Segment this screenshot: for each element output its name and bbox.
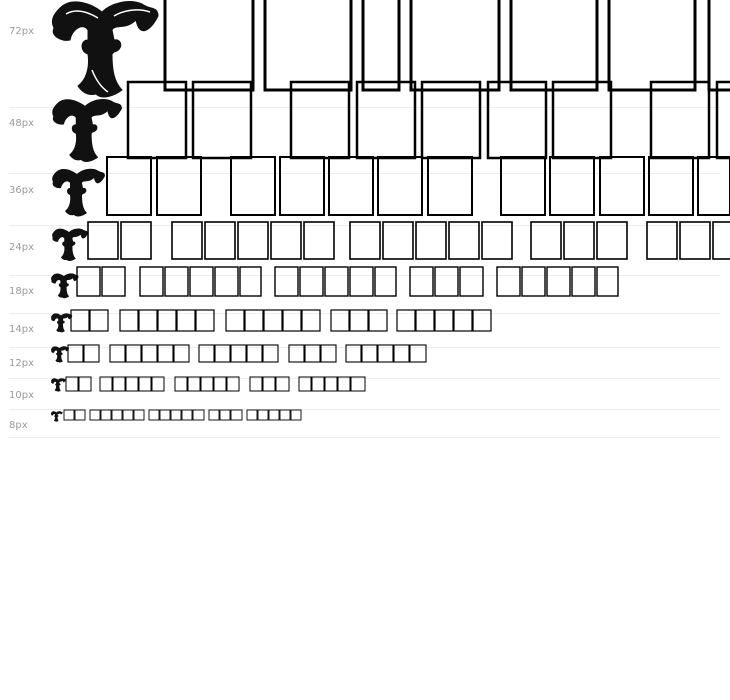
sample-glyphs xyxy=(0,342,730,376)
size-label: 10px xyxy=(9,390,34,401)
size-label: 24px xyxy=(9,242,34,253)
decorative-capital-t xyxy=(51,411,63,421)
specimen-row-18 xyxy=(0,264,730,308)
decorative-capital-t xyxy=(52,99,122,162)
decorative-capital-t xyxy=(51,378,66,391)
decorative-capital-t xyxy=(51,313,72,332)
specimen-row-14 xyxy=(0,310,730,346)
specimen-row-12 xyxy=(0,342,730,376)
decorative-capital-t xyxy=(51,346,69,362)
size-label: 8px xyxy=(9,420,28,431)
size-label: 36px xyxy=(9,185,34,196)
decorative-capital-t xyxy=(51,273,78,298)
sample-glyphs xyxy=(0,374,730,406)
decorative-capital-t xyxy=(52,229,88,261)
size-label: 12px xyxy=(9,358,34,369)
size-label: 18px xyxy=(9,286,34,297)
sample-glyphs xyxy=(0,310,730,346)
size-label: 48px xyxy=(9,118,34,129)
size-label: 72px xyxy=(9,26,34,37)
row-divider xyxy=(9,437,720,438)
sample-glyphs xyxy=(0,406,730,440)
decorative-capital-t xyxy=(52,169,105,217)
specimen-row-8 xyxy=(0,406,730,440)
size-label: 14px xyxy=(9,324,34,335)
sample-glyphs xyxy=(0,264,730,308)
specimen-row-10 xyxy=(0,374,730,406)
